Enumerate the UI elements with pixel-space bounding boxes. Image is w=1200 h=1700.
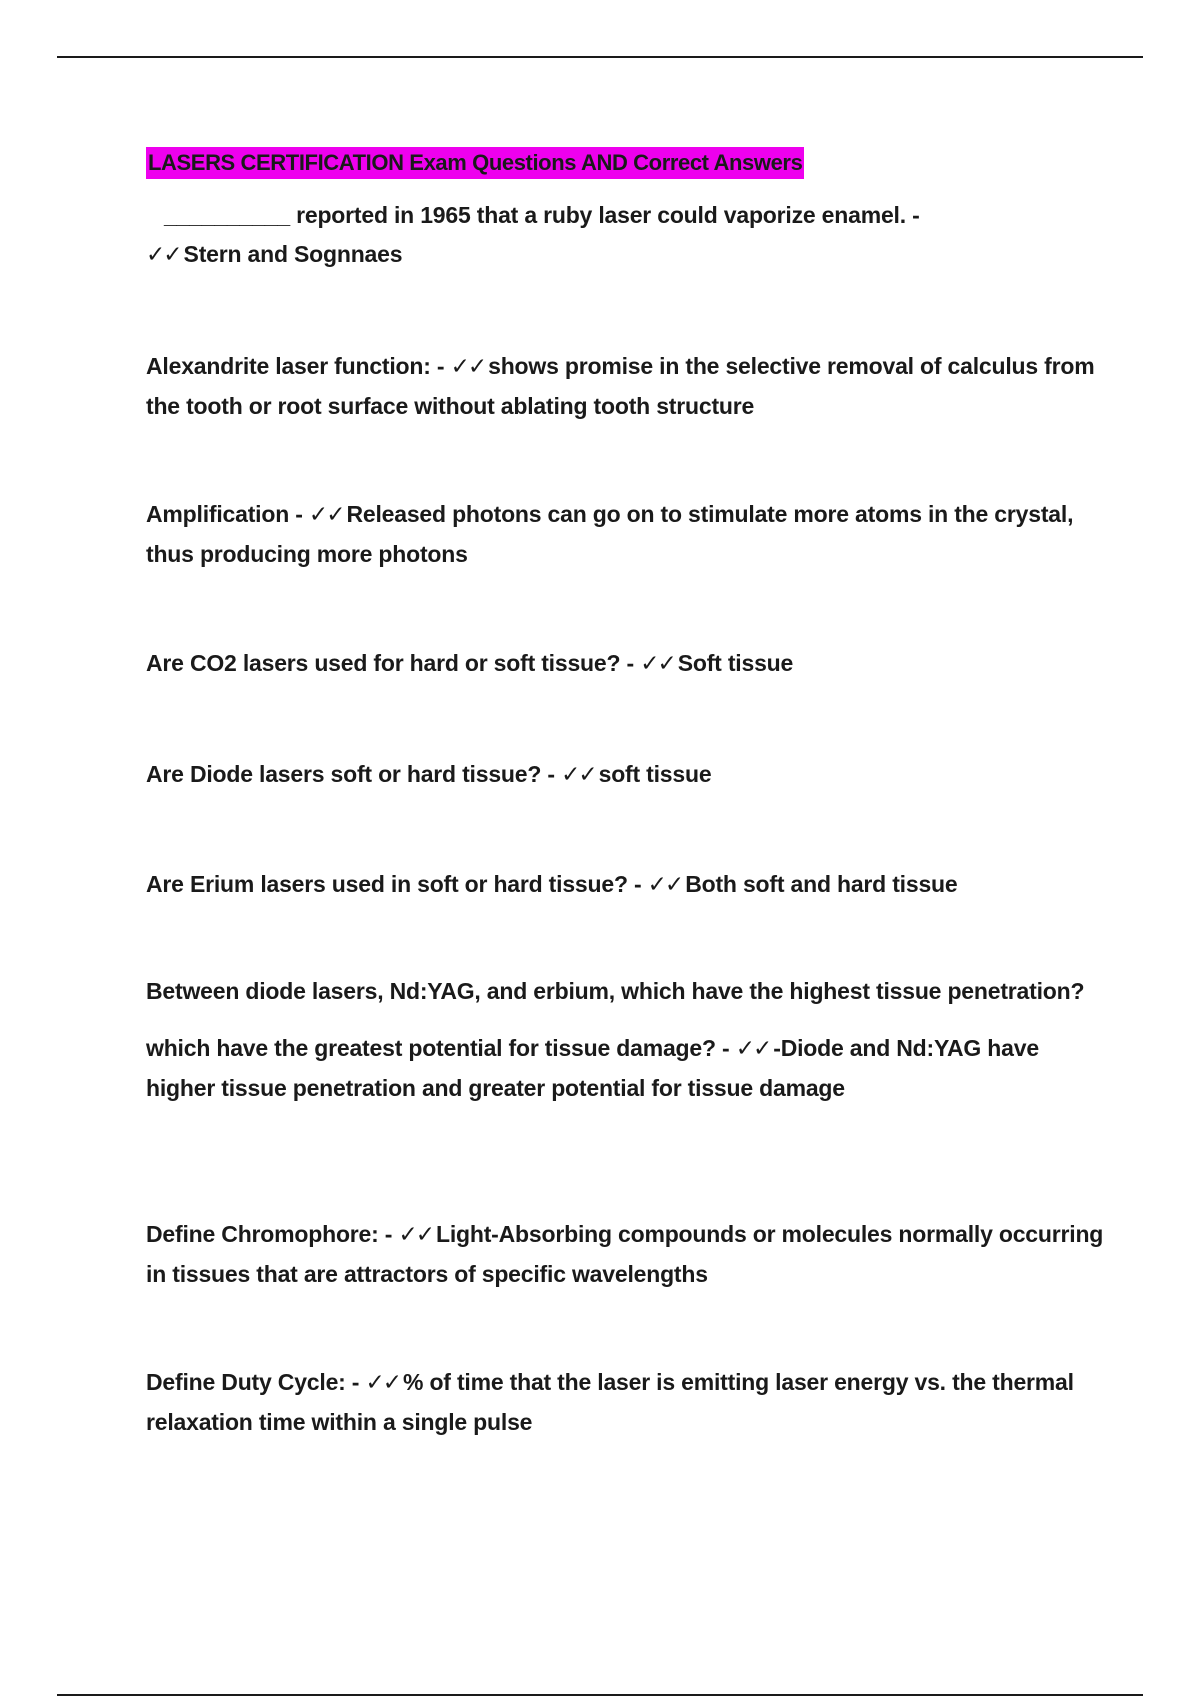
- check-icon: ✓✓: [365, 1370, 401, 1396]
- qa-entry-8: [146, 1215, 1106, 1294]
- answer-text: -Diode and Nd:YAG have higher tissue penetration and greater potential for tissue damage: [146, 1035, 1039, 1101]
- document-title: LASERS CERTIFICATION Exam Questions AND Correct Answers: [146, 147, 804, 179]
- check-icon: ✓✓: [735, 1036, 771, 1062]
- qa-entry-5: [146, 755, 1106, 795]
- check-icon: ✓✓: [640, 651, 675, 677]
- qa-entry-3: [146, 495, 1106, 574]
- check-icon: ✓✓: [398, 1222, 433, 1248]
- answer-text: Stern and Sognnaes: [183, 241, 403, 267]
- header-rule: [57, 56, 1143, 58]
- answer-text: % of time that the laser is emitting laser energy vs. the thermal relaxation time within a single pulse: [146, 1369, 1074, 1435]
- answer-text: Released photons can go on to stimulate more atoms in the crystal, thus producing more photons: [146, 501, 1074, 567]
- question-text-part-1: Between diode lasers, Nd:YAG, and erbium, which have the highest tissue penetration?: [146, 978, 1085, 1004]
- check-icon: ✓✓: [146, 242, 181, 268]
- footer-rule: [57, 1694, 1143, 1696]
- answer-text: Both soft and hard tissue: [685, 871, 958, 897]
- check-icon: ✓✓: [647, 872, 683, 898]
- question-text: __________ reported in 1965 that a ruby laser could vaporize enamel. -: [164, 202, 920, 228]
- answer-text: soft tissue: [598, 761, 712, 787]
- check-icon: ✓✓: [561, 762, 596, 788]
- qa-entry-6: [146, 865, 1106, 905]
- answer-text: shows promise in the selective removal of calculus from the tooth or root surface without ablating tooth structure: [146, 353, 1095, 419]
- qa-entry-4: [146, 644, 1106, 684]
- question-text: Amplification -: [146, 501, 309, 527]
- qa-entry-1: [146, 196, 1114, 275]
- question-text: Are Diode lasers soft or hard tissue? -: [146, 761, 562, 787]
- check-icon: ✓✓: [308, 502, 344, 528]
- question-text: Define Chromophore: -: [146, 1221, 399, 1247]
- qa-entry-7: [146, 972, 1106, 1108]
- check-icon: ✓✓: [450, 354, 486, 380]
- qa-entry-2: [146, 347, 1106, 426]
- answer-text: Soft tissue: [677, 650, 794, 676]
- question-text: Are Erium lasers used in soft or hard tissue? -: [146, 871, 648, 897]
- qa-entry-9: [146, 1363, 1106, 1442]
- question-text: Are CO2 lasers used for hard or soft tissue? -: [146, 650, 641, 676]
- answer-text: Light-Absorbing compounds or molecules normally occurring in tissues that are attractors of specific wavelengths: [146, 1221, 1104, 1287]
- question-text: Define Duty Cycle: -: [146, 1369, 366, 1395]
- question-text: Alexandrite laser function: -: [146, 353, 451, 379]
- question-text-part-2: which have the greatest potential for tissue damage? -: [146, 1035, 736, 1061]
